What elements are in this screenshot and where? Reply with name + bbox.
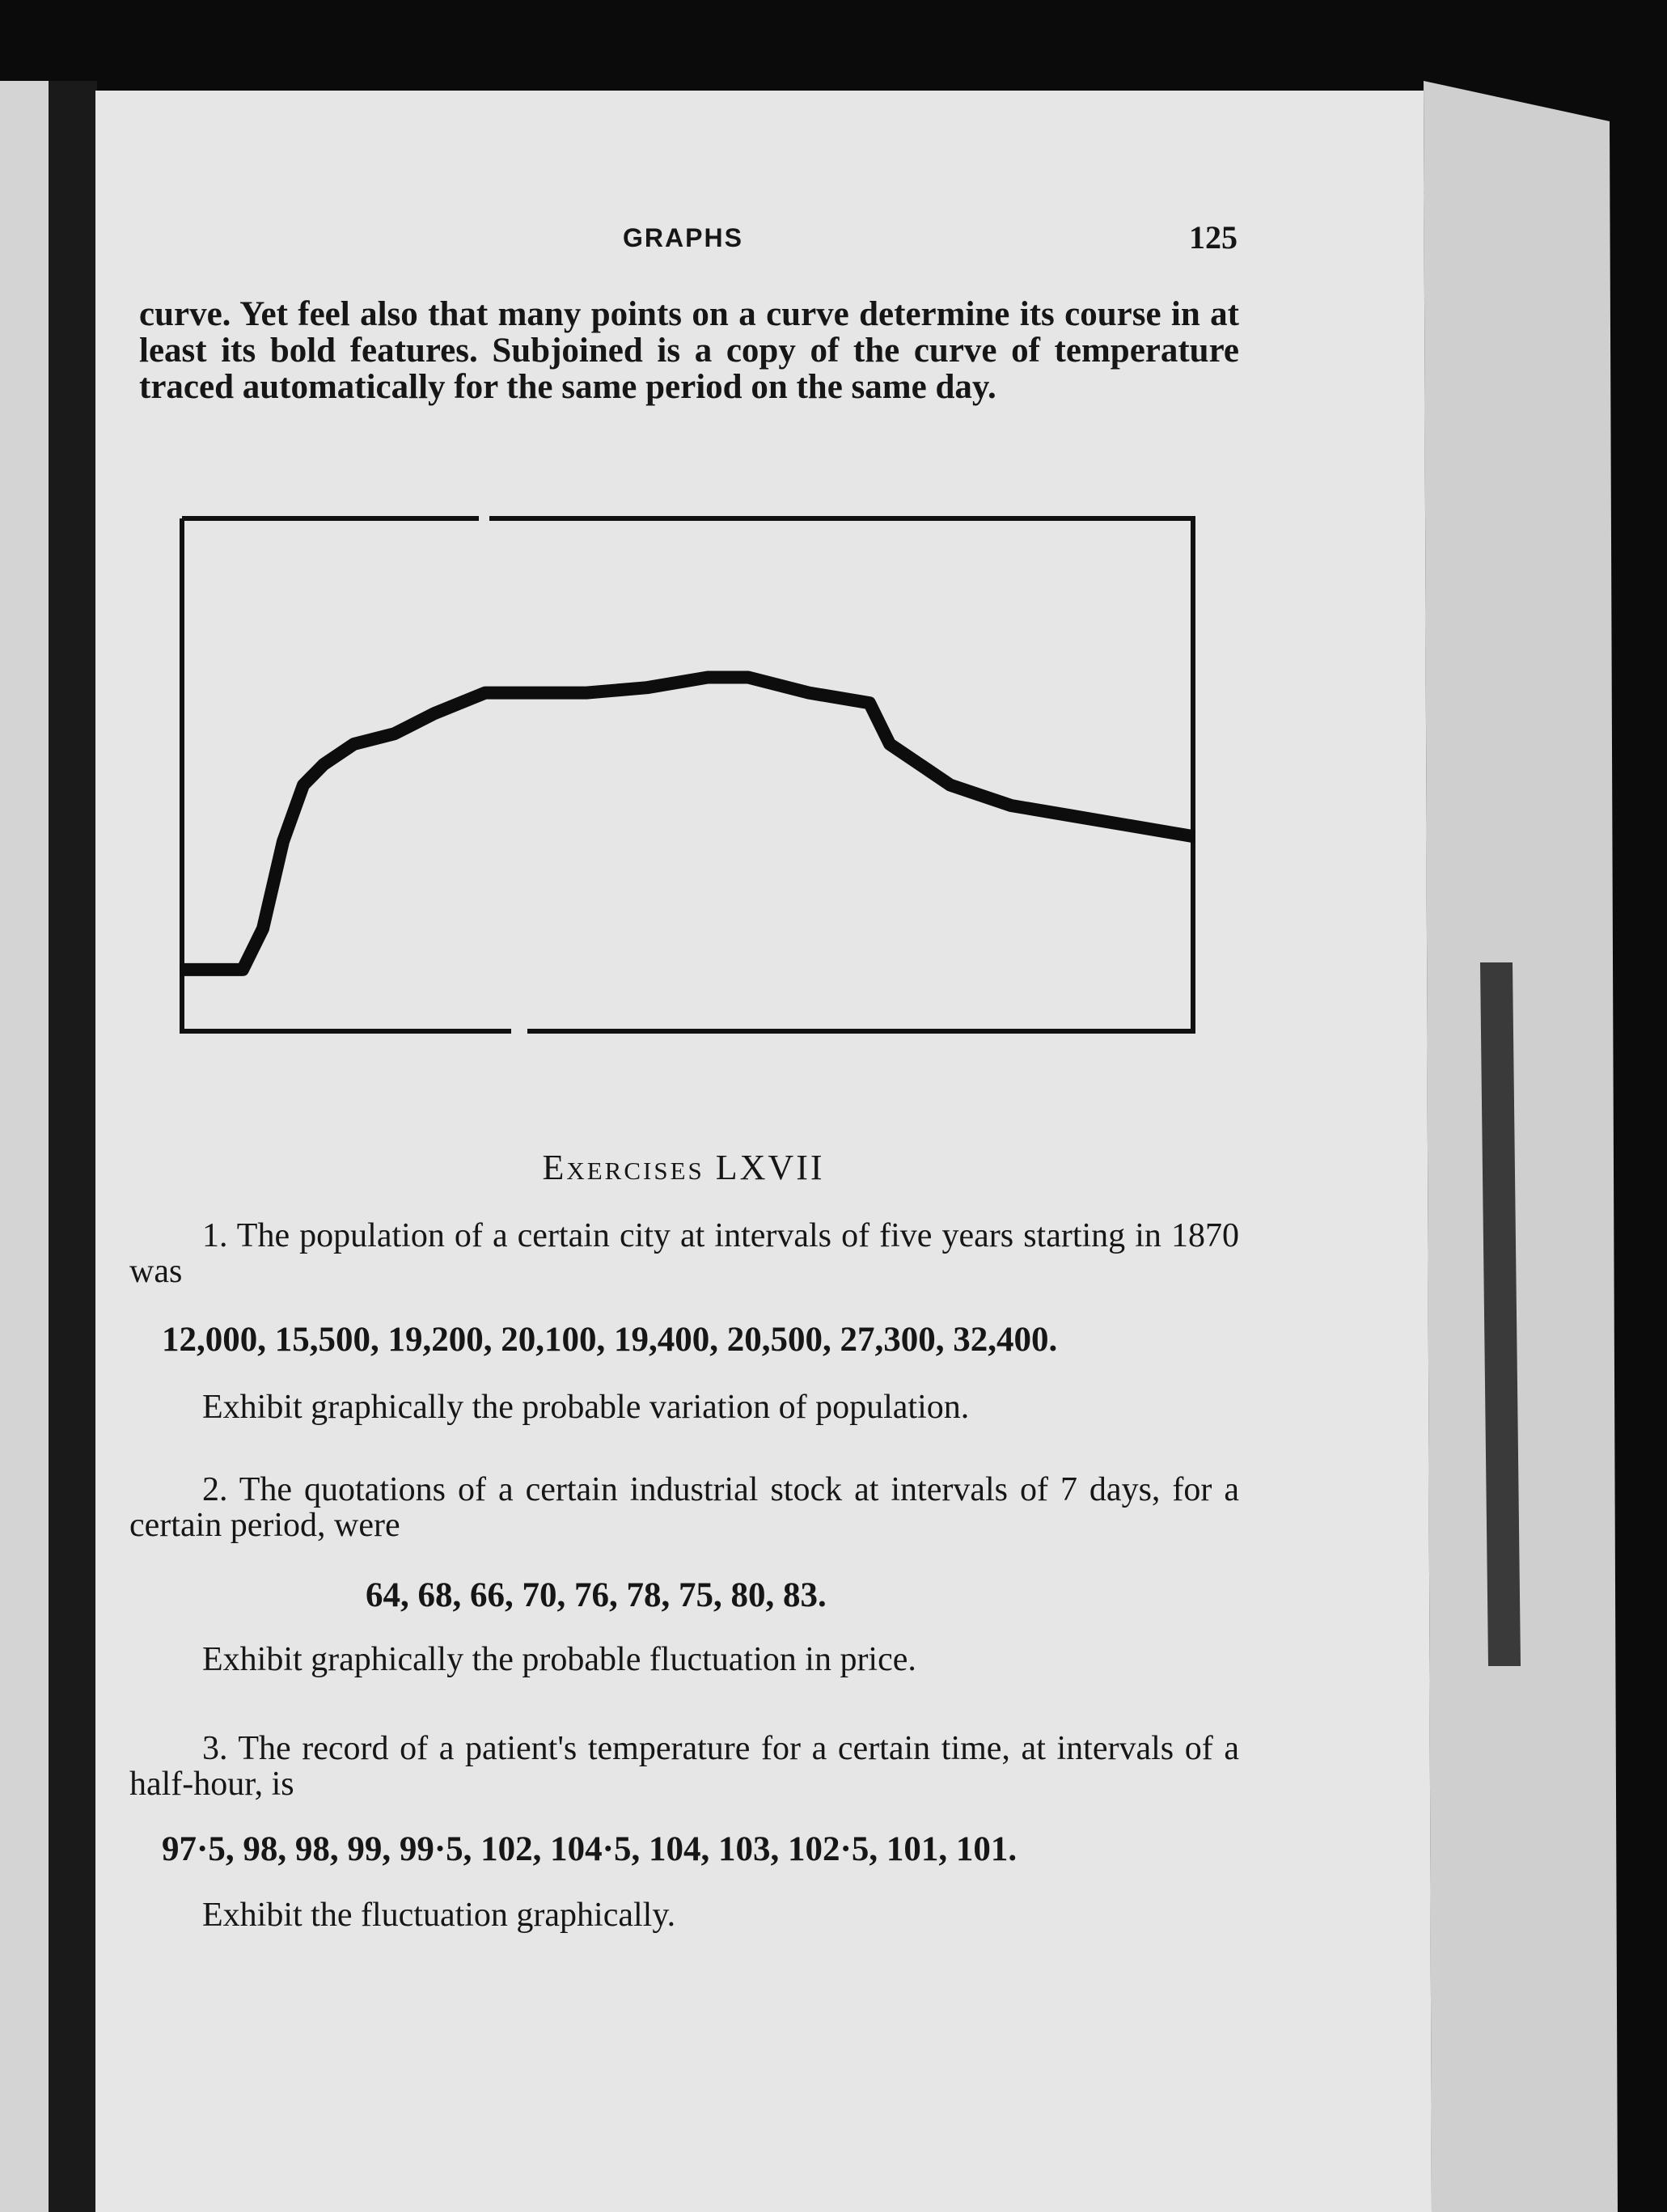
exercise-3-text	[129, 1731, 1239, 1802]
page-number: 125	[1189, 219, 1238, 256]
temperature-curve-figure	[180, 516, 1195, 1034]
frame-bottom-left	[182, 518, 511, 1031]
book-block	[1424, 81, 1618, 2212]
frame-top-right	[489, 518, 1193, 1031]
exercise-3-body: 3. The record of a patient's temperature for a certain time, at intervals of a half-hour, is	[129, 1730, 1239, 1803]
exercise-1-text	[129, 1218, 1239, 1289]
exercise-1-data: 12,000, 15,500, 19,200, 20,100, 19,400, 20,500, 27,300, 32,400.	[162, 1321, 1058, 1359]
exercise-3-instruction: Exhibit the fluctuation graphically.	[202, 1897, 676, 1934]
figure-frame	[182, 518, 1193, 1031]
exercise-1-instruction: Exhibit graphically the probable variation of population.	[202, 1389, 970, 1426]
temperature-trace-line	[182, 678, 1193, 970]
running-head: GRAPHS	[623, 223, 743, 252]
exercise-2-instruction: Exhibit graphically the probable fluctuation in price.	[202, 1641, 916, 1678]
exercise-3-data: 97·5, 98, 98, 99, 99·5, 102, 104·5, 104, 103, 102·5, 101, 101.	[162, 1830, 1018, 1868]
exercises-heading: Exercises LXVII	[542, 1148, 825, 1187]
exercise-2-text	[129, 1472, 1239, 1543]
exercise-1-body: 1. The population of a certain city at intervals of five years starting in 1870 was	[129, 1217, 1239, 1290]
intro-paragraph: curve. Yet feel also that many points on a curve determine its course in at least its bold features. Subjoined is a copy of the curve of temperature traced automatically for the same period on the same day.	[139, 295, 1239, 406]
exercise-2-data: 64, 68, 66, 70, 76, 78, 75, 80, 83.	[366, 1576, 827, 1614]
exercise-2-body: 2. The quotations of a certain industrial stock at intervals of 7 days, for a certain period, were	[129, 1471, 1239, 1544]
